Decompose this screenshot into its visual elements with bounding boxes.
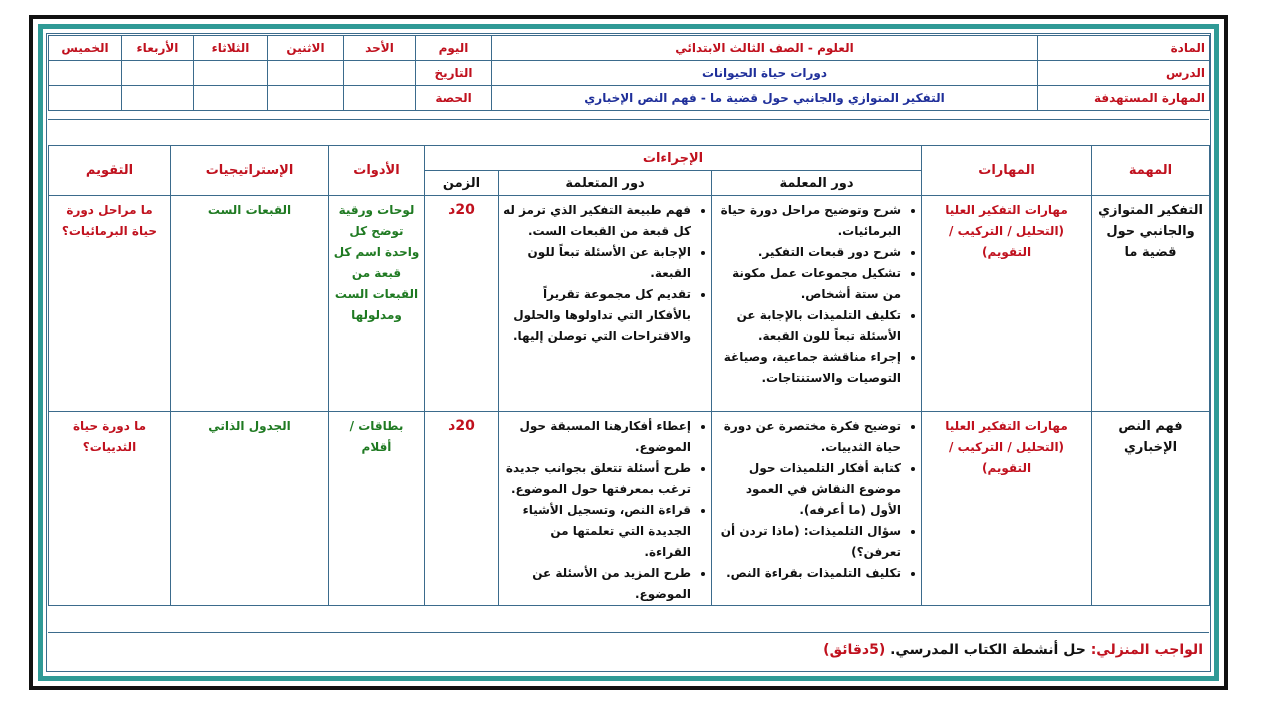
col-student-role: دور المتعلمة	[499, 171, 712, 196]
list-item: • شرح وتوضيح مراحل دورة حياة البرمائيات.	[716, 200, 901, 242]
col-task: المهمة	[1092, 146, 1210, 196]
homework-duration: (5دقائق)	[823, 642, 886, 658]
skill-label: المهارة المستهدفة	[1038, 86, 1210, 111]
col-procedures: الإجراءات	[425, 146, 922, 171]
skills-cell: مهارات التفكير العليا (التحليل / التركيب / التقويم)	[922, 412, 1092, 606]
list-item: • توضيح فكرة مختصرة عن دورة حياة الثدييات.	[716, 416, 901, 458]
teacher-role-cell	[712, 196, 922, 412]
list-item: • قراءة النص، وتسجيل الأشياء الجديدة التي تعلمتها من القراءة.	[503, 500, 691, 563]
procedures-table	[48, 145, 1210, 606]
skill-value: التفكير المتوازي والجانبي حول قضية ما - فهم النص الإخباري	[492, 86, 1038, 111]
list-item: • إعطاء أفكارهنا المسبقة حول الموضوع.	[503, 416, 691, 458]
list-item: • إجراء مناقشة جماعية، وصياغة التوصيات والاستنتاجات.	[716, 347, 901, 389]
day-monday: الاثنين	[268, 36, 344, 61]
strategy-cell: الجدول الذاتي	[171, 412, 329, 606]
list-item: • الإجابة عن الأسئلة تبعاً للون القبعة.	[503, 242, 691, 284]
period-cell	[344, 86, 416, 111]
time-cell: 20د	[425, 412, 499, 606]
date-label: التاريخ	[416, 61, 492, 86]
student-role-cell	[499, 412, 712, 606]
col-time: الزمن	[425, 171, 499, 196]
col-tools: الأدوات	[329, 146, 425, 196]
period-cell	[268, 86, 344, 111]
period-cell	[49, 86, 122, 111]
list-item: • كتابة أفكار التلميذات حول موضوع النقاش في العمود الأول (ما أعرفه).	[716, 458, 901, 521]
date-cell	[49, 61, 122, 86]
assessment-cell: ما دورة حياة الثدييات؟	[49, 412, 171, 606]
teacher-role-cell	[712, 412, 922, 606]
day-label: اليوم	[416, 36, 492, 61]
list-item: • تكليف التلميذات بالإجابة عن الأسئلة تبعاً للون القبعة.	[716, 305, 901, 347]
student-role-cell	[499, 196, 712, 412]
homework-text: حل أنشطة الكتاب المدرسي.	[890, 642, 1086, 658]
col-strategies: الإستراتيجيات	[171, 146, 329, 196]
skills-cell: مهارات التفكير العليا (التحليل / التركيب / التقويم)	[922, 196, 1092, 412]
assessment-cell: ما مراحل دورة حياة البرمائيات؟	[49, 196, 171, 412]
task-cell: فهم النص الإخباري	[1092, 412, 1210, 606]
col-skills: المهارات	[922, 146, 1092, 196]
date-cell	[122, 61, 194, 86]
list-item: • سؤال التلميذات: (ماذا تردن أن تعرفن؟)	[716, 521, 901, 563]
day-sunday: الأحد	[344, 36, 416, 61]
list-item: • تكليف التلميذات بقراءة النص.	[716, 563, 901, 584]
period-cell	[194, 86, 268, 111]
list-item: • شرح دور قبعات التفكير.	[716, 242, 901, 263]
date-cell	[194, 61, 268, 86]
date-cell	[268, 61, 344, 86]
task-cell: التفكير المتوازي والجانبي حول قضية ما	[1092, 196, 1210, 412]
list-item: • تشكيل مجموعات عمل مكونة من ستة أشخاص.	[716, 263, 901, 305]
subject-value: العلوم - الصف الثالث الابتدائي	[492, 36, 1038, 61]
col-teacher-role: دور المعلمة	[712, 171, 922, 196]
period-label: الحصة	[416, 86, 492, 111]
time-cell: 20د	[425, 196, 499, 412]
homework-label: الواجب المنزلي:	[1090, 642, 1203, 658]
tools-cell: بطاقات / أقلام	[329, 412, 425, 606]
homework-line	[48, 636, 1203, 664]
date-cell	[344, 61, 416, 86]
list-item: • طرح أسئلة تتعلق بجوانب جديدة ترغب بمعرفتها حول الموضوع.	[503, 458, 691, 500]
day-tuesday: الثلاثاء	[194, 36, 268, 61]
strategy-cell: القبعات الست	[171, 196, 329, 412]
list-item: • طرح المزيد من الأسئلة عن الموضوع.	[503, 563, 691, 605]
day-wednesday: الأربعاء	[122, 36, 194, 61]
col-assessment: التقويم	[49, 146, 171, 196]
homework-divider	[48, 632, 1209, 633]
lesson-label: الدرس	[1038, 61, 1210, 86]
day-thursday: الخميس	[49, 36, 122, 61]
tools-cell: لوحات ورقية توضح كل واحدة اسم كل قبعة من القبعات الست ومدلولها	[329, 196, 425, 412]
period-cell	[122, 86, 194, 111]
lesson-value: دورات حياة الحيوانات	[492, 61, 1038, 86]
list-item: • فهم طبيعة التفكير الذي ترمز له كل قبعة من القبعات الست.	[503, 200, 691, 242]
list-item: • تقديم كل مجموعة تقريراً بالأفكار التي تداولوها والحلول والاقتراحات التي توصلن إليها.	[503, 284, 691, 347]
header-divider	[48, 119, 1209, 120]
subject-label: المادة	[1038, 36, 1210, 61]
lesson-header-table	[48, 35, 1210, 111]
